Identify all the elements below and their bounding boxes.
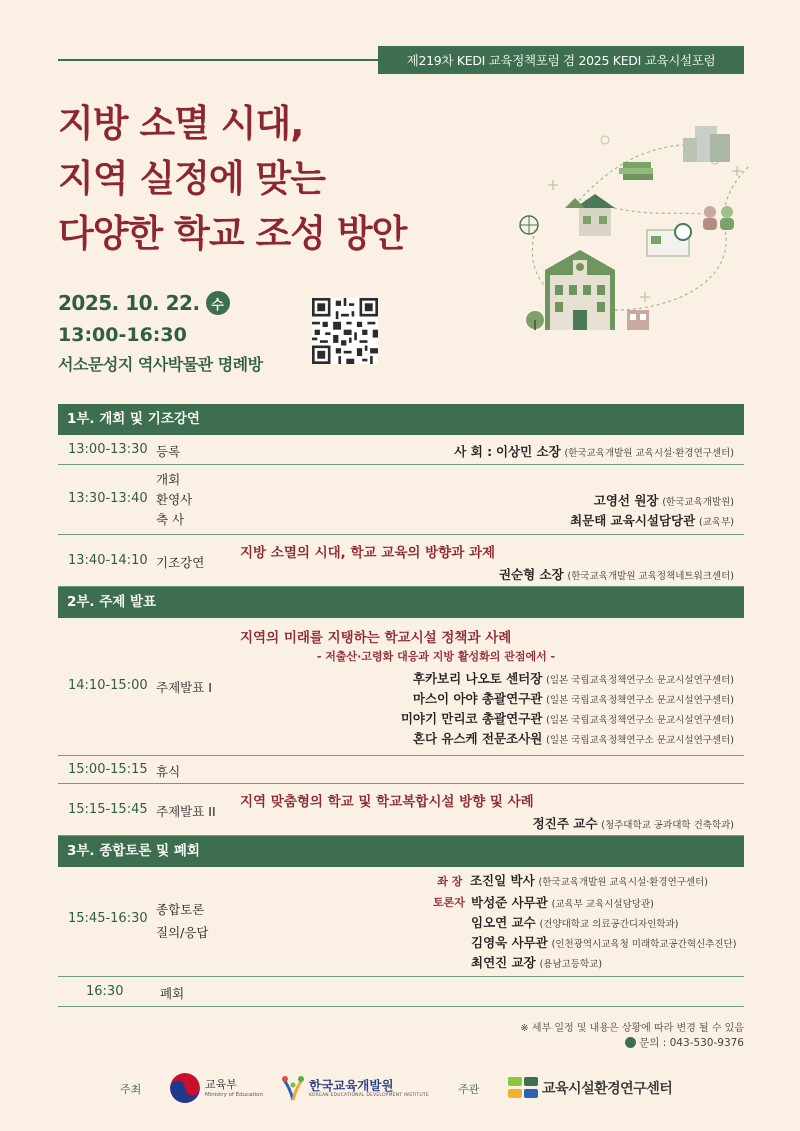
- header-rule: [58, 59, 378, 61]
- kedi-name: 한국교육개발원: [309, 1078, 394, 1093]
- table-row: [58, 867, 744, 977]
- speaker: [570, 511, 734, 529]
- row-time: 15:00-15:15: [68, 762, 148, 777]
- page-title: [58, 96, 498, 261]
- table-row: [58, 535, 744, 587]
- chair: [437, 871, 708, 889]
- row-time: 13:30-13:40: [68, 491, 148, 506]
- row-label: 축 사: [156, 512, 185, 527]
- speaker-affiliation: (한국교육개발원 교육시설·환경연구센터): [538, 877, 708, 888]
- row-time: 15:45-16:30: [68, 911, 148, 926]
- row-label: 환영사: [156, 492, 193, 507]
- talk-title: 지역의 미래를 지탱하는 학교시설 정책과 사례: [240, 630, 512, 646]
- row-time: 13:00-13:30: [68, 442, 148, 457]
- speaker: [533, 814, 734, 832]
- speaker-affiliation: (청주대학교 공과대학 건축학과): [601, 820, 734, 831]
- table-row: [58, 977, 744, 1007]
- speaker-name: 정진주 교수: [532, 816, 598, 831]
- title-line-2: 지역 실정에 맞는: [58, 157, 325, 200]
- speaker-name: 혼다 유스케 전문조사원: [412, 731, 543, 746]
- speaker: [471, 953, 602, 971]
- speaker-affiliation: (교육부 교육시설담당관): [551, 899, 654, 910]
- kedi-english-name: KOREAN EDUCATIONAL DEVELOPMENT INSTITUTE: [309, 1093, 429, 1098]
- contact-info: [625, 1035, 744, 1050]
- kedi-logo-icon: [280, 1074, 306, 1102]
- qr-code-icon[interactable]: [312, 298, 378, 364]
- footer: [0, 1068, 800, 1108]
- row-time: 14:10-15:00: [68, 678, 148, 693]
- talk-title: 지역 맞춤형의 학교 및 학교복합시설 방향 및 사례: [240, 794, 534, 810]
- chair-role: 좌 장: [437, 875, 463, 888]
- notice-text: ※ 세부 일정 및 내용은 상황에 따라 변경 될 수 있음: [520, 1023, 744, 1034]
- event-time: 13:00-16:30: [58, 324, 187, 346]
- row-time: 16:30: [86, 984, 124, 999]
- edumac-logo-icon: [508, 1075, 538, 1101]
- speaker: [413, 689, 734, 707]
- speaker-name: 최연진 교장: [471, 955, 536, 970]
- schedule-table: [58, 404, 744, 1007]
- speaker-affiliation: (용남고등학교): [539, 959, 603, 970]
- speaker-affiliation: (한국교육개발원 교육정책네트워크센터): [567, 571, 734, 582]
- school-illustration-icon: [505, 120, 765, 335]
- row-label: 등록: [156, 444, 181, 459]
- contact-text: 문의 : 043-530-9376: [639, 1037, 744, 1049]
- speaker-name: 고영선 원장: [593, 493, 659, 508]
- speaker-name: 최문태 교육시설담당관: [570, 513, 696, 528]
- event-venue: 서소문성지 역사박물관 명례방: [58, 355, 263, 374]
- table-row: [58, 435, 744, 465]
- organizer-label: 주관: [458, 1083, 480, 1096]
- speaker-affiliation: (건양대학교 의료공간디자인학과): [539, 919, 679, 930]
- talk-subtitle: - 저출산·고령화 대응과 지방 활성화의 관점에서 -: [316, 650, 556, 663]
- speaker-role: 사 회 :: [454, 444, 493, 459]
- title-line-1: 지방 소멸 시대,: [58, 102, 304, 145]
- speaker-name: 권순형 소장: [498, 567, 564, 582]
- host-label: 주최: [120, 1083, 142, 1096]
- moe-english-name: Ministry of Education: [205, 1092, 264, 1098]
- row-label: 종합토론: [156, 902, 205, 917]
- moe-name: 교육부: [205, 1078, 237, 1091]
- speaker: [499, 565, 734, 583]
- title-line-3: 다양한 학교 조성 방안: [58, 212, 407, 255]
- speaker-affiliation: (일본 국립교육정책연구소 문교시설연구센터): [546, 675, 734, 686]
- table-row: [58, 784, 744, 836]
- speaker-affiliation: (한국교육개발원 교육시설·환경연구센터): [564, 448, 734, 459]
- row-label: 질의/응답: [156, 925, 209, 940]
- speaker-name: 김영욱 사무관: [471, 935, 548, 950]
- row-label: 개회: [156, 472, 181, 487]
- section-header: 1부. 개회 및 기조강연: [58, 404, 744, 435]
- speaker-name: 조진일 박사: [469, 873, 535, 888]
- row-label: 휴식: [156, 764, 181, 779]
- speaker: [471, 893, 654, 911]
- globe-icon: [625, 1037, 636, 1048]
- edu-center-name: 교육시설환경연구센터: [542, 1081, 673, 1097]
- section-header: 3부. 종합토론 및 폐회: [58, 836, 744, 867]
- table-row: [58, 465, 744, 535]
- table-row: [58, 756, 744, 784]
- speaker-name: 이상민 소장: [495, 444, 561, 459]
- speaker-affiliation: (교육부): [699, 517, 734, 528]
- speaker-affiliation: (한국교육개발원): [662, 497, 734, 508]
- speaker-affiliation: (일본 국립교육정책연구소 문교시설연구센터): [546, 735, 734, 746]
- speaker: [471, 913, 678, 931]
- row-label: 주제발표 I: [156, 680, 212, 695]
- forum-badge: 제219차 KEDI 교육정책포럼 겸 2025 KEDI 교육시설포럼: [378, 46, 744, 74]
- speaker: [413, 729, 734, 747]
- speaker-name: 박성준 사무관: [471, 895, 548, 910]
- row-label: 주제발표 II: [156, 804, 216, 819]
- speaker-name: 후카보리 나오토 센터장: [412, 671, 543, 686]
- speaker: [594, 491, 734, 509]
- speaker-affiliation: (인천광역시교육청 미래학교공간혁신추진단): [551, 939, 737, 950]
- speaker: [413, 669, 734, 687]
- talk-title: 지방 소멸의 시대, 학교 교육의 방향과 과제: [240, 545, 496, 561]
- panel-role: 토론자: [433, 896, 465, 909]
- row-label: 폐회: [160, 986, 185, 1001]
- event-day-badge: 수: [206, 291, 230, 315]
- speaker: [471, 933, 736, 951]
- table-row: [58, 618, 744, 756]
- row-time: 13:40-14:10: [68, 553, 148, 568]
- speaker-affiliation: (일본 국립교육정책연구소 문교시설연구센터): [546, 695, 734, 706]
- speaker: [454, 442, 734, 460]
- section-header: 2부. 주제 발표: [58, 587, 744, 618]
- row-label: 기조강연: [156, 555, 205, 570]
- event-date: 2025. 10. 22.: [58, 291, 200, 315]
- event-info: [58, 286, 263, 380]
- speaker-name: 임오연 교수: [471, 915, 536, 930]
- speaker-name: 미야기 만리코 총괄연구관: [400, 711, 543, 726]
- speaker: [401, 709, 734, 727]
- taegeuk-emblem-icon: [170, 1073, 200, 1103]
- row-time: 15:15-15:45: [68, 802, 148, 817]
- speaker-affiliation: (일본 국립교육정책연구소 문교시설연구센터): [546, 715, 734, 726]
- speaker-name: 마스이 아야 총괄연구관: [412, 691, 543, 706]
